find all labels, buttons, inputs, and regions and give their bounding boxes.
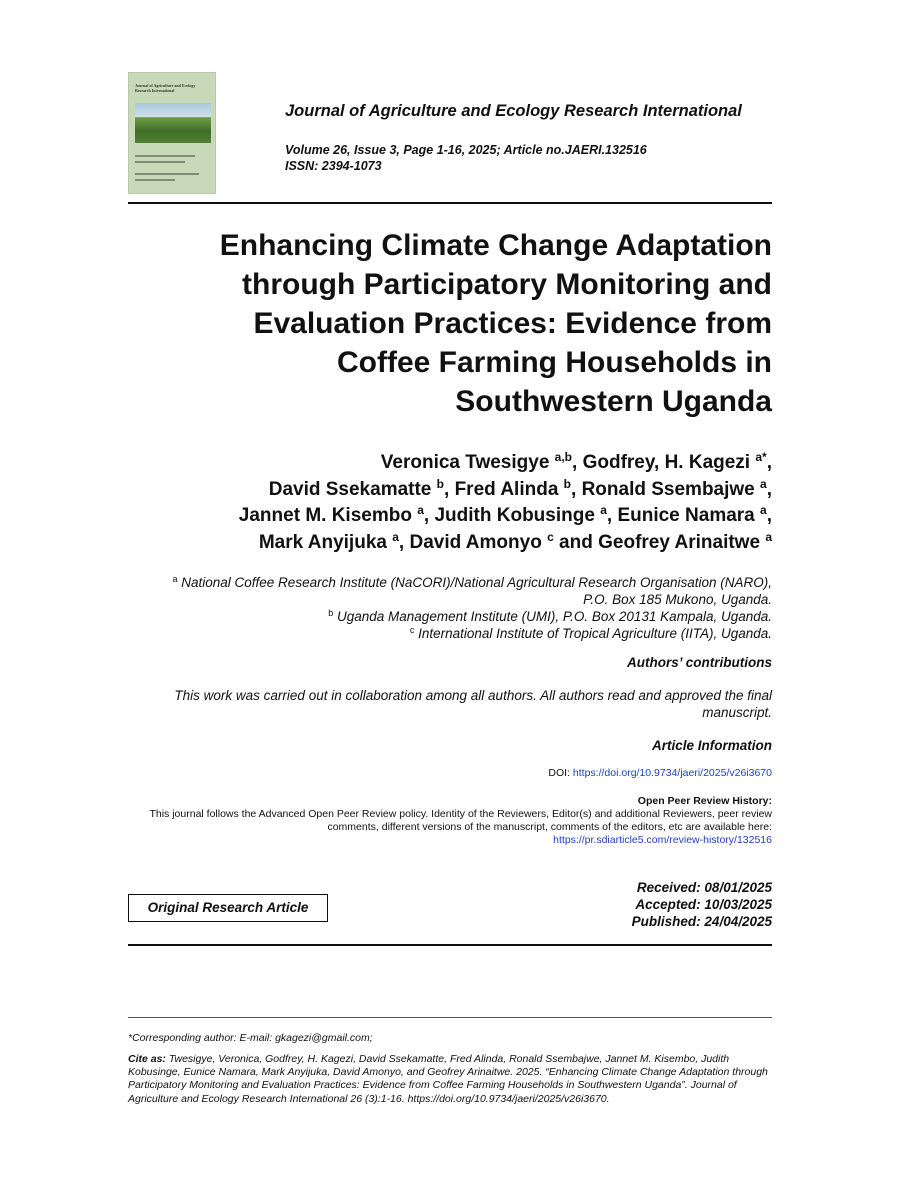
affiliations xyxy=(92,574,772,642)
issn: ISSN: 2394-1073 xyxy=(285,159,382,173)
section-divider xyxy=(128,944,772,946)
author-separator: , xyxy=(766,478,772,500)
author-separator: , xyxy=(572,452,583,473)
author-affiliation-mark: a xyxy=(600,503,607,517)
affiliation-line xyxy=(92,608,772,625)
affiliation-mark: a xyxy=(172,574,178,584)
article-info-heading: Article Information xyxy=(651,738,772,753)
author-name: Veronica Twesigye xyxy=(380,452,550,473)
cite-as-text: Twesigye, Veronica, Godfrey, H. Kagezi, David Ssekamatte, Fred Alinda, Ronald Ssembajwe, Jannet M. Kisembo, Judith Kobusinge, Eunice Namara, Mark Anyijuka, David Amonyo, and Geofrey Arinaitwe. 2025. “Enhancing Climate Change Adaptation through Participatory Monitoring and Evaluation Practices: Evidence from Coffee Farming Households in Southwestern Uganda”. Journal of Agriculture and Ecology Research International 26 (3):1-16. https://doi.org/10.9734/jaeri/2025/v26i3670. xyxy=(128,1053,768,1105)
author-line xyxy=(92,503,772,530)
published-date: Published: 24/04/2025 xyxy=(631,914,772,929)
author-separator: and xyxy=(553,531,599,553)
author-name: Fred Alinda xyxy=(454,478,559,500)
author-name: David Ssekamatte xyxy=(268,478,432,500)
review-history-heading: Open Peer Review History: xyxy=(637,795,772,807)
affiliation-text: National Coffee Research Institute (NaCORI)/National Agricultural Research Organisation (NARO), xyxy=(181,575,772,590)
author-separator: , xyxy=(606,505,618,526)
author-separator: , xyxy=(766,452,772,473)
author-name: David Amonyo xyxy=(409,531,542,553)
cover-text-line xyxy=(135,173,199,175)
author-name: Geofrey Arinaitwe xyxy=(598,531,761,553)
volume-line: Volume 26, Issue 3, Page 1-16, 2025; Article no.JAERI.132516 xyxy=(285,143,647,157)
affiliation-mark: c xyxy=(409,625,415,635)
cover-text-line xyxy=(135,161,185,163)
affiliation-text: Uganda Management Institute (UMI), P.O. Box 20131 Kampala, Uganda. xyxy=(337,609,772,624)
title-line: Coffee Farming Households in xyxy=(336,346,772,379)
article-type-badge: Original Research Article xyxy=(128,894,328,922)
author-line xyxy=(92,530,772,557)
author-affiliation-mark: a,b xyxy=(554,450,573,464)
cover-landscape-photo xyxy=(135,103,211,143)
footnote-divider xyxy=(128,1017,772,1018)
affiliation-line xyxy=(92,591,772,608)
author-affiliation-mark: b xyxy=(563,476,572,491)
title-line: through Participatory Monitoring and xyxy=(242,268,772,301)
author-name: Ronald Ssembajwe xyxy=(581,478,755,500)
affiliation-text: P.O. Box 185 Mukono, Uganda. xyxy=(583,592,772,607)
author-affiliation-mark: a xyxy=(417,503,424,517)
cover-text-line xyxy=(135,179,175,181)
affiliation-mark: b xyxy=(328,608,334,618)
author-separator: , xyxy=(398,531,410,553)
title-line: Evaluation Practices: Evidence from xyxy=(253,307,772,340)
author-affiliation-mark: a* xyxy=(755,450,767,464)
doi-line xyxy=(548,767,772,779)
author-name: Jannet M. Kisembo xyxy=(238,505,412,526)
journal-cover-image xyxy=(128,72,216,194)
author-name: Mark Anyijuka xyxy=(258,531,387,553)
author-list xyxy=(92,450,772,556)
title-line: Enhancing Climate Change Adaptation xyxy=(219,229,772,262)
contributions-heading: Authors’ contributions xyxy=(627,655,772,670)
review-history-description: This journal follows the Advanced Open Peer Review policy. Identity of the Reviewers, Editor(s) and additional Reviewers, peer review comments, different versions of the manuscript, comments of the editors, etc are available here: xyxy=(149,808,772,833)
article-dates xyxy=(632,879,772,930)
cover-text-line xyxy=(135,155,195,157)
doi-label: DOI: xyxy=(548,767,573,779)
author-line xyxy=(92,450,772,477)
author-line xyxy=(92,477,772,504)
author-separator: , xyxy=(766,505,772,526)
header-divider xyxy=(128,202,772,204)
article-title xyxy=(112,226,772,421)
cite-as xyxy=(128,1053,772,1106)
corresponding-author: *Corresponding author: E-mail: gkagezi@gmail.com; xyxy=(128,1032,373,1044)
author-affiliation-mark: a xyxy=(760,476,767,491)
review-history-link[interactable]: https://pr.sdiarticle5.com/review-history/132516 xyxy=(553,834,772,846)
author-affiliation-mark: a xyxy=(760,503,767,517)
received-date: Received: 08/01/2025 xyxy=(636,880,772,895)
affiliation-line xyxy=(92,574,772,591)
author-affiliation-mark: c xyxy=(547,529,554,544)
author-affiliation-mark: a xyxy=(765,529,772,544)
journal-name: Journal of Agriculture and Ecology Research International xyxy=(285,102,742,120)
author-name: Godfrey, H. Kagezi xyxy=(582,452,751,473)
author-name: Judith Kobusinge xyxy=(434,505,595,526)
author-name: Eunice Namara xyxy=(617,505,755,526)
author-affiliation-mark: a xyxy=(392,529,399,544)
affiliation-line xyxy=(92,625,772,642)
contributions-text: This work was carried out in collaboration among all authors. All authors read and approved the final manuscript. xyxy=(174,688,772,720)
doi-link[interactable]: https://doi.org/10.9734/jaeri/2025/v26i3670 xyxy=(572,767,772,779)
accepted-date: Accepted: 10/03/2025 xyxy=(635,897,772,912)
review-history-text xyxy=(112,808,772,847)
author-separator: , xyxy=(571,478,582,500)
author-affiliation-mark: b xyxy=(436,476,445,491)
author-separator: , xyxy=(444,478,455,500)
author-separator: , xyxy=(423,505,435,526)
title-line: Southwestern Uganda xyxy=(455,385,772,418)
cover-title: Journal of Agriculture and Ecology Research International xyxy=(135,83,196,93)
affiliation-text: International Institute of Tropical Agriculture (IITA), Uganda. xyxy=(418,626,772,641)
cite-as-label: Cite as: xyxy=(128,1053,166,1065)
